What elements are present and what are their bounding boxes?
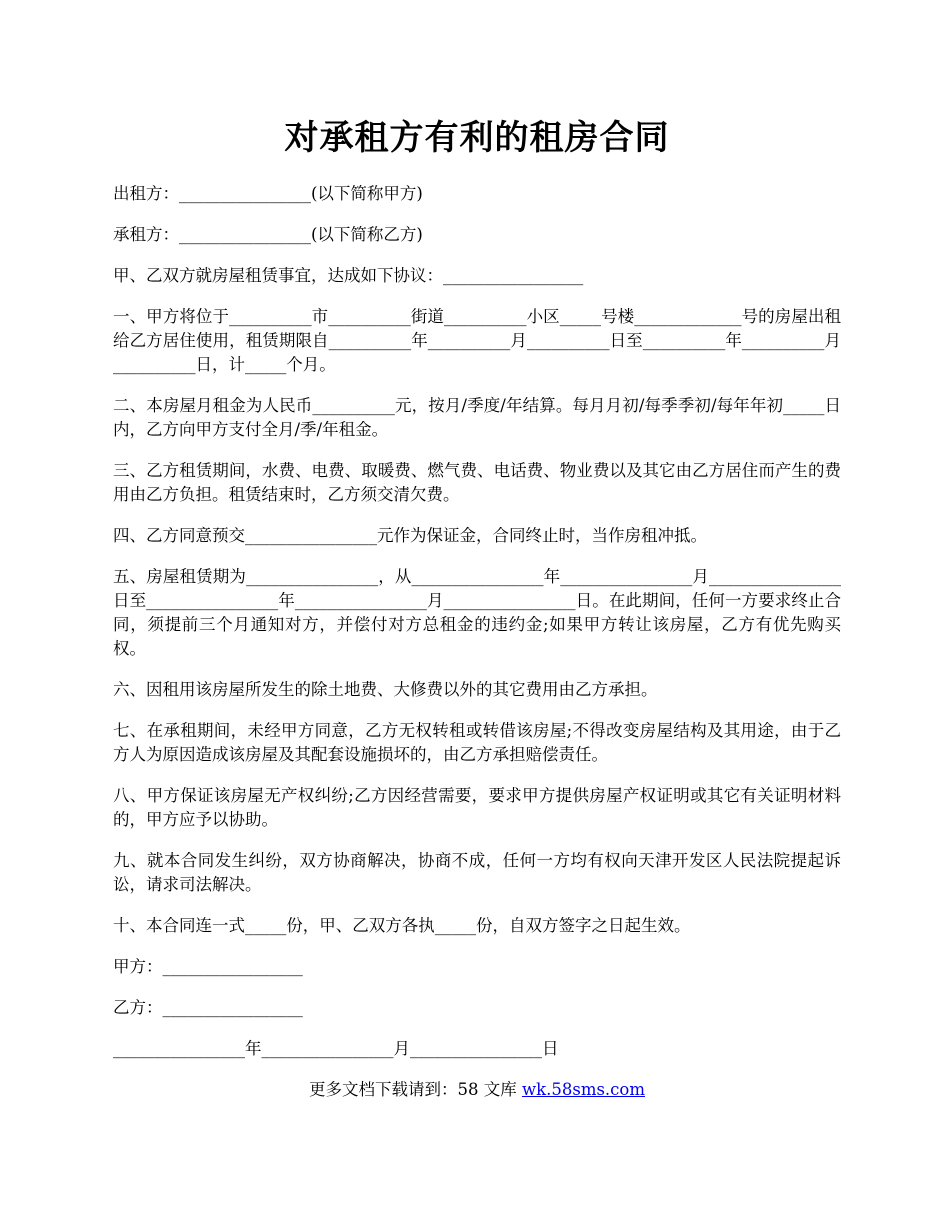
- website-link[interactable]: wk.58sms.com: [521, 1080, 645, 1099]
- party-a-signature: 甲方：_________________: [113, 957, 303, 976]
- clause-10: 十、本合同连一式_____份，甲、乙双方各执_____份，自双方签字之日起生效。: [113, 916, 691, 935]
- lessor-line: 出租方：________________(以下简称甲方): [113, 184, 423, 203]
- document-title: 对承租方有利的租房合同: [284, 118, 670, 158]
- signing-date: ________________年________________月________________日: [113, 1039, 559, 1058]
- clause-5: 五、房屋租赁期为________________，从________________年________________月________________日至________________年________________月________________日。在此期间，任何一方要求终止合同，须提前三个月通知对方，并偿付对方总租金的违约金;如果甲方转让该房屋，乙方有优先购买权。: [113, 567, 841, 658]
- lessee-line: 承租方：________________(以下简称乙方): [113, 225, 423, 244]
- clause-1: 一、甲方将位于__________市__________街道__________小区_____号楼_____________号的房屋出租给乙方居住使用，租赁期限自__________年__________月__________日至__________年__________月__________日，计_____个月。: [113, 307, 841, 374]
- clause-8: 八、甲方保证该房屋无产权纠纷;乙方因经营需要，要求甲方提供房屋产权证明或其它有关证明材料的，甲方应予以协助。: [113, 786, 841, 829]
- clause-3: 三、乙方租赁期间，水费、电费、取暖费、燃气费、电话费、物业费以及其它由乙方居住而产生的费用由乙方负担。租赁结束时，乙方须交清欠费。: [113, 461, 841, 504]
- agreement-intro: 甲、乙双方就房屋租赁事宜，达成如下协议：_________________: [113, 266, 584, 285]
- clause-9: 九、就本合同发生纠纷，双方协商解决，协商不成，任何一方均有权向天津开发区人民法院提起诉讼，请求司法解决。: [113, 851, 841, 894]
- document-page: [113, 112, 841, 1102]
- clause-4: 四、乙方同意预交________________元作为保证金，合同终止时，当作房租冲抵。: [113, 526, 707, 545]
- clause-2: 二、本房屋月租金为人民币__________元，按月/季度/年结算。每月月初/每季季初/每年年初_____日内，乙方向甲方支付全月/季/年租金。: [113, 396, 841, 439]
- download-footer: [113, 1078, 841, 1102]
- party-b-signature: 乙方：_________________: [113, 998, 303, 1017]
- clause-7: 七、在承租期间，未经甲方同意，乙方无权转租或转借该房屋;不得改变房屋结构及其用途，由于乙方人为原因造成该房屋及其配套设施损坏的，由乙方承担赔偿责任。: [113, 721, 841, 764]
- footer-text: 更多文档下载请到：58 文库: [308, 1080, 522, 1099]
- clause-6: 六、因租用该房屋所发生的除土地费、大修费以外的其它费用由乙方承担。: [113, 680, 658, 699]
